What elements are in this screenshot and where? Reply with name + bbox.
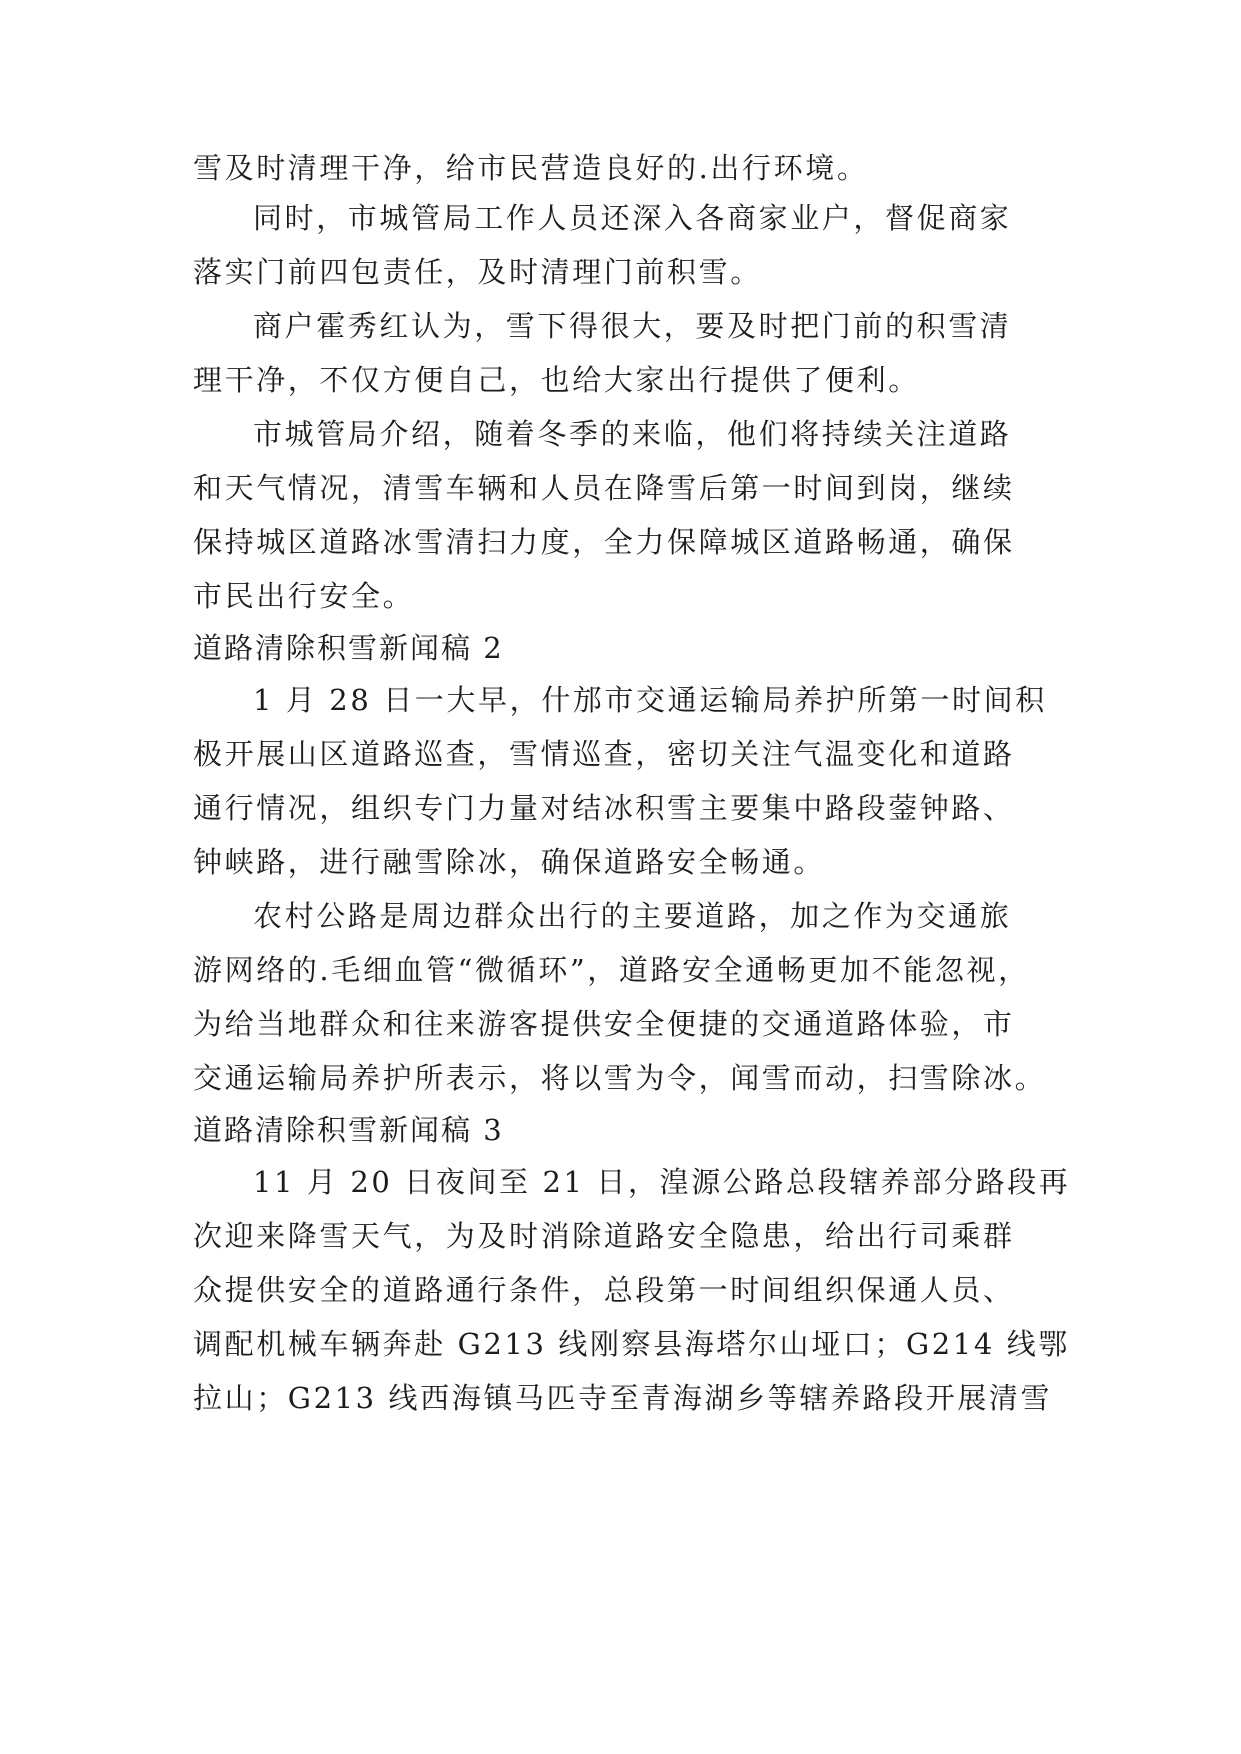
text-line: 保持城区道路冰雪清扫力度，全力保障城区道路畅通，确保 <box>193 525 1015 559</box>
text-line: 理干净，不仅方便自己，也给大家出行提供了便利。 <box>193 363 920 397</box>
paragraph-first-line: 同时，市城管局工作人员还深入各商家业户，督促商家 <box>253 201 1012 235</box>
paragraph-first-line: 1 月 28 日一大早，什邡市交通运输局养护所第一时间积 <box>253 683 1047 717</box>
text-line: 极开展山区道路巡查，雪情巡查，密切关注气温变化和道路 <box>193 737 1015 771</box>
paragraph-first-line: 农村公路是周边群众出行的主要道路，加之作为交通旅 <box>253 899 1012 933</box>
section-heading: 道路清除积雪新闻稿 3 <box>193 1113 504 1147</box>
text-line: 调配机械车辆奔赴 G213 线刚察县海塔尔山垭口；G214 线鄂 <box>193 1327 1070 1361</box>
text-line: 落实门前四包责任，及时清理门前积雪。 <box>193 255 762 289</box>
paragraph-first-line: 商户霍秀红认为，雪下得很大，要及时把门前的积雪清 <box>253 309 1012 343</box>
text-line: 市民出行安全。 <box>193 579 415 613</box>
text-line: 雪及时清理干净，给市民营造良好的.出行环境。 <box>193 151 869 185</box>
text-line: 为给当地群众和往来游客提供安全便捷的交通道路体验，市 <box>193 1007 1015 1041</box>
section-heading: 道路清除积雪新闻稿 2 <box>193 631 504 665</box>
text-line: 众提供安全的道路通行条件，总段第一时间组织保通人员、 <box>193 1273 1015 1307</box>
text-line: 拉山；G213 线西海镇马匹寺至青海湖乡等辖养路段开展清雪 <box>193 1381 1053 1415</box>
paragraph-first-line: 市城管局介绍，随着冬季的来临，他们将持续关注道路 <box>253 417 1012 451</box>
text-line: 交通运输局养护所表示，将以雪为令，闻雪而动，扫雪除冰。 <box>193 1061 1047 1095</box>
text-line: 通行情况，组织专门力量对结冰积雪主要集中路段蓥钟路、 <box>193 791 1015 825</box>
text-line: 钟峡路，进行融雪除冰，确保道路安全畅通。 <box>193 845 826 879</box>
text-line: 和天气情况，清雪车辆和人员在降雪后第一时间到岗，继续 <box>193 471 1015 505</box>
paragraph-first-line: 11 月 20 日夜间至 21 日，湟源公路总段辖养部分路段再 <box>253 1165 1071 1199</box>
text-line: 次迎来降雪天气，为及时消除道路安全隐患，给出行司乘群 <box>193 1219 1015 1253</box>
text-line: 游网络的.毛细血管“微循环”，道路安全通畅更加不能忽视， <box>193 953 1030 987</box>
